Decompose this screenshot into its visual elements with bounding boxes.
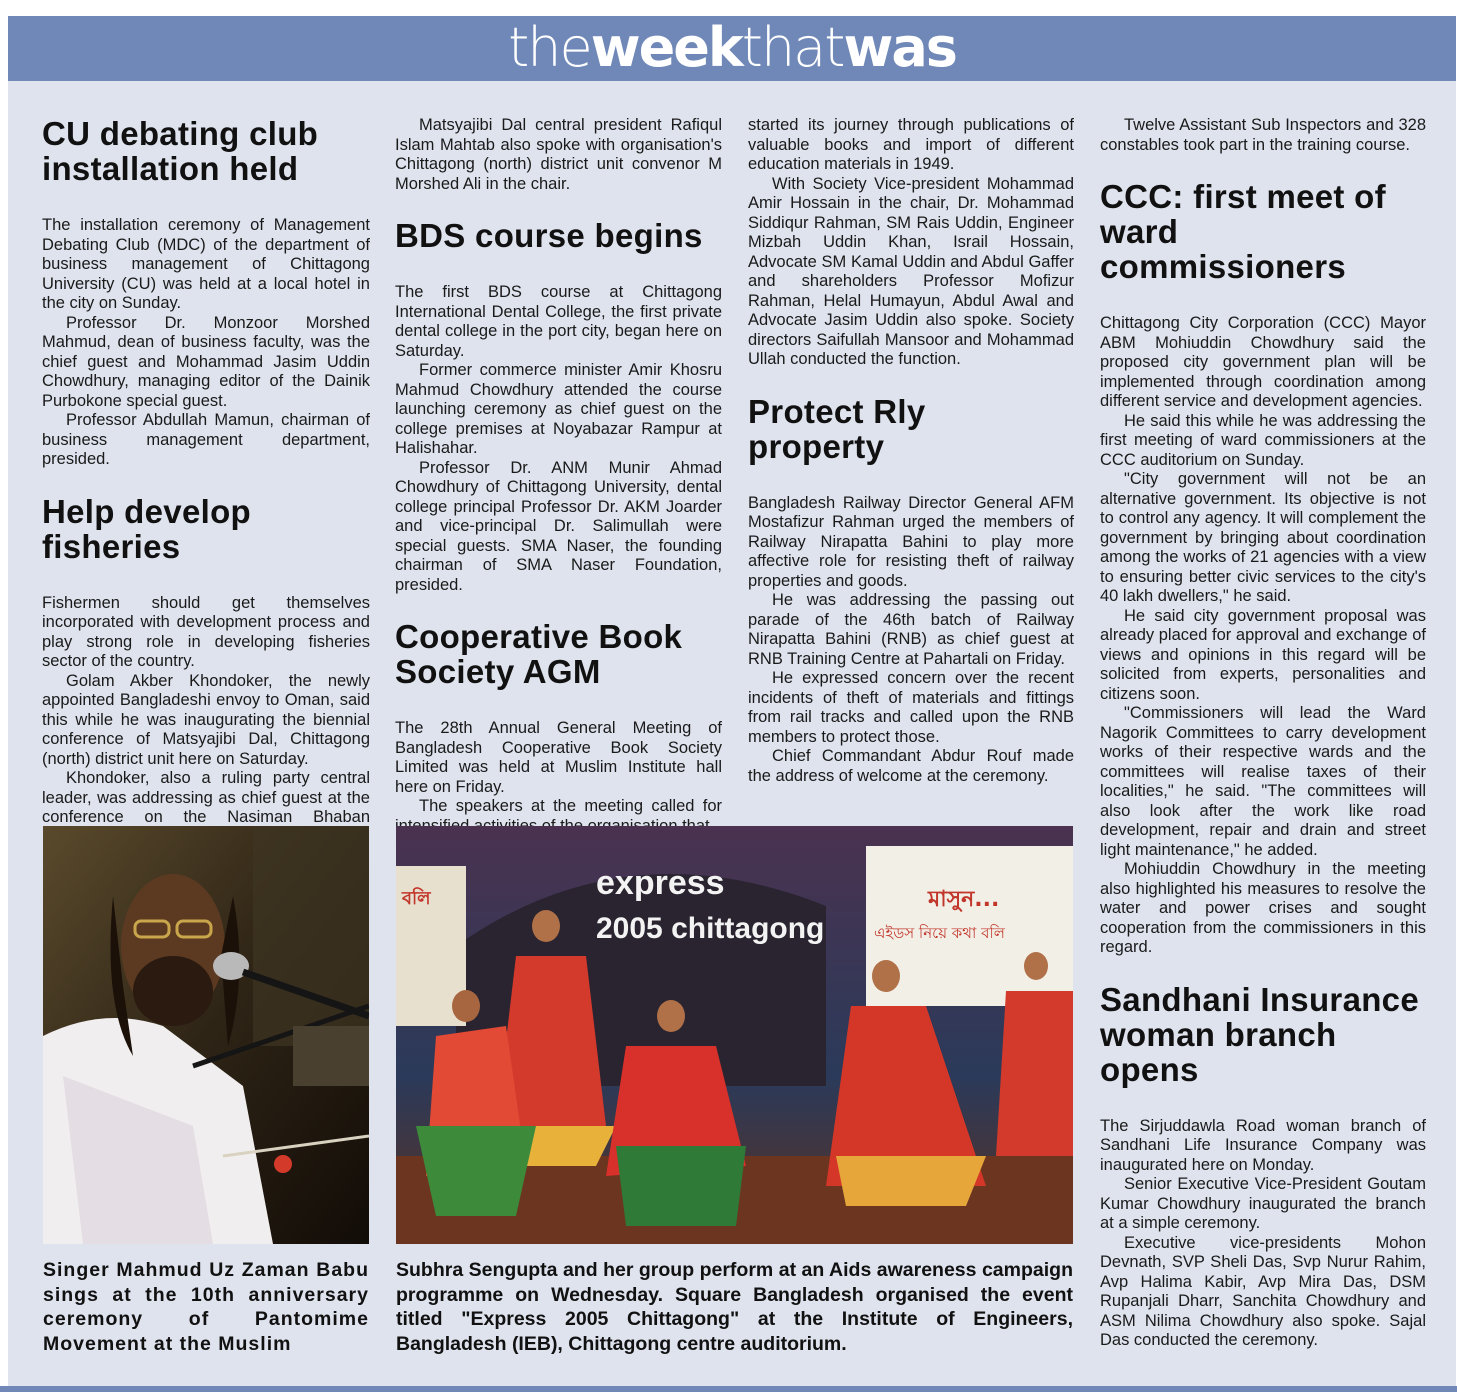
dance-photo-art xyxy=(396,826,1073,1244)
dance-photo xyxy=(396,826,1073,1244)
column-2 xyxy=(395,116,722,860)
story-paragraph: "Commissioners will lead the Ward Nagorik Committees to carry development works of their respective wards and the committees will realise taxes of their localities," he said. "The committees will also look after the work like road development, repair and drain and street light maintenance," he added. xyxy=(1100,704,1426,859)
story-bds xyxy=(395,218,722,595)
column-1 xyxy=(42,116,370,871)
headline-bds: BDS course begins xyxy=(395,217,703,254)
story-paragraph: Executive vice-presidents Mohon Devnath, SVP Sheli Das, Svp Nurur Rahim, Avp Halima Kabir, Avp Mira Das, DSM Rupanjali Dharr, Sanchita Chowdhury and ASM Nilima Chowdhury also spoke. Sajal Das conducted the ceremony. xyxy=(1100,1233,1426,1349)
backdrop-brand-text: express xyxy=(596,864,725,902)
headline-sandhani: Sandhani Insurance woman branch opens xyxy=(1100,980,1419,1088)
story-railway xyxy=(748,394,1074,787)
backdrop-bangla-left: বলি xyxy=(402,888,431,909)
headline-cu-debating: CU debating club installation held xyxy=(42,115,319,187)
story-paragraph: Mohiuddin Chowdhury in the meeting also highlighted his measures to resolve the water and power crises and sought cooperation from the commissioners in this regard. xyxy=(1100,860,1426,956)
story-paragraph: Professor Dr. ANM Munir Ahmad Chowdhury of Chittagong University, dental college principal Professor Dr. AKM Joarder and vice-principal Dr. Salimullah were special guests. SMA Naser, the founding chairman of SMA Naser Foundation, presided. xyxy=(395,458,722,594)
story-paragraph: He was addressing the passing out parade of the 46th batch of Railway Nirapatta Bahini (RNB) as chief guest at RNB Training Centre at Pahartali on Friday. xyxy=(748,591,1074,668)
story-fisheries xyxy=(42,494,370,848)
story-ccc xyxy=(1100,179,1426,958)
singer-photo-art xyxy=(43,826,369,1244)
singer-photo xyxy=(43,826,369,1244)
story-coop xyxy=(395,619,722,836)
headline-railway: Protect Rly property xyxy=(748,392,926,465)
story-paragraph: Chittagong City Corporation (CCC) Mayor ABM Mohiuddin Chowdhury said the proposed city government plan will be implemented through coordination among different service and development agencies. xyxy=(1100,314,1426,410)
headline-fisheries: Help develop fisheries xyxy=(42,492,251,565)
story-paragraph: Golam Akber Khondoker, the newly appointed Bangladeshi envoy to Oman, said this while he was inaugurating the biennial conference of Matsyajibi Dal, Chittagong (north) district unit here on Saturday. xyxy=(42,671,370,768)
story-paragraph: The installation ceremony of Management Debating Club (MDC) of the department of business management of Chittagong University (CU) was held at a local hotel in the city on Sunday. xyxy=(42,216,370,312)
story-paragraph: The Sirjuddawla Road woman branch of Sandhani Life Insurance Company was inaugurated here on Monday. xyxy=(1100,1116,1426,1174)
section-banner xyxy=(8,16,1456,81)
story-paragraph: He said this while he was addressing the first meeting of ward commissioners at the CCC auditorium on Sunday. xyxy=(1100,411,1426,469)
story-paragraph: started its journey through publications of valuable books and import of different education materials in 1949. xyxy=(748,116,1074,173)
story-paragraph: Matsyajibi Dal central president Rafiqul Islam Mahtab also spoke with organisation's Chittagong (north) district unit convenor M Morshed Ali in the chair. xyxy=(395,116,722,193)
story-sandhani xyxy=(1100,982,1426,1351)
banner-word-the: the xyxy=(508,16,591,79)
story-paragraph: Fishermen should get themselves incorporated with development process and play strong role in developing fisheries sector of the country. xyxy=(42,593,370,670)
story-paragraph: He said city government proposal was already placed for approval and exchange of views and opinions in this regard will be solicited from experts, personalities and citizens soon. xyxy=(1100,606,1426,703)
page-bottom-rule xyxy=(0,1386,1457,1392)
story-paragraph: Chief Commandant Abdur Rouf made the address of welcome at the ceremony. xyxy=(748,747,1074,785)
story-paragraph: Senior Executive Vice-President Goutam Kumar Chowdhury inaugurated the branch at a simple ceremony. xyxy=(1100,1175,1426,1232)
backdrop-bangla-right2: এইডস নিয়ে কথা বলি xyxy=(874,924,1005,942)
story-railway-cont xyxy=(1100,116,1426,155)
story-paragraph: Professor Dr. Monzoor Morshed Mahmud, dean of business faculty, was the chief guest and Mohammad Jasim Uddin Chowdhury, managing editor of the Dainik Purbokone special guest. xyxy=(42,313,370,410)
story-cu-debating xyxy=(42,116,370,470)
story-paragraph: The first BDS course at Chittagong International Dental College, the first private dental college in the port city, began here on Saturday. xyxy=(395,283,722,360)
story-paragraph: Khondoker, also a ruling party central leader, was addressing as chief guest at the conference on the Nasiman Bhaban xyxy=(42,769,370,826)
story-paragraph: The 28th Annual General Meeting of Bangladesh Cooperative Book Society Limited was held at Muslim Institute hall here on Friday. xyxy=(395,719,722,796)
story-paragraph: Former commerce minister Amir Khosru Mahmud Chowdhury attended the course launching ceremony as chief guest on the college premises at Noyabazar Rampur at Halishahar. xyxy=(395,361,722,457)
story-paragraph: With Society Vice-president Mohammad Amir Hossain in the chair, Dr. Mohammad Siddiqur Rahman, SM Rais Uddin, Engineer Mizbah Uddin Khan, Israil Hossain, Advocate SM Kamal Uddin and Abdul Gaffer and shareholders Professor Mofizur Rahman, Helal Humayun, Abdul Awal and Advocate Jasim Uddin also spoke. Society directors Saifullah Mansoor and Mohammad Ullah conducted the function. xyxy=(748,174,1074,368)
banner-word-week: week xyxy=(590,16,742,79)
singer-photo-caption: Singer Mahmud Uz Zaman Babu sings at the 10th anniversary ceremony of Pantomime Movement at the Muslim xyxy=(43,1259,369,1355)
dance-photo-caption: Subhra Sengupta and her group perform at an Aids awareness campaign programme on Wednesday. Square Bangladesh organised the event titled "Express 2005 Chittagong" at the Institute of Engineers, Bangladesh (IEB), Chittagong centre auditorium. xyxy=(396,1259,1073,1355)
backdrop-bangla-right1: মাসুন... xyxy=(928,887,1000,912)
banner-word-that: that xyxy=(741,16,844,79)
newspaper-page xyxy=(8,16,1456,1386)
banner-word-was: was xyxy=(843,16,956,79)
headline-coop: Cooperative Book Society AGM xyxy=(395,618,683,690)
headline-ccc: CCC: first meet of ward commissioners xyxy=(1100,178,1386,285)
story-paragraph: Professor Abdullah Mamun, chairman of business management department, presided. xyxy=(42,411,370,468)
story-paragraph: "City government will not be an alternative government. Its objective is not to control any agency. It will complement the government by bringing about coordination among the works of 21 agencies with a view to ensuring better civic services to the city's 40 lakh dwellers," he said. xyxy=(1100,470,1426,605)
column-3 xyxy=(748,116,1074,810)
story-paragraph: Bangladesh Railway Director General AFM Mostafizur Rahman urged the members of Railway Nirapatta Bahini to play more affective role for resisting theft of railway properties and goods. xyxy=(748,493,1074,590)
story-paragraph: Twelve Assistant Sub Inspectors and 328 constables took part in the training course. xyxy=(1100,116,1426,154)
column-4 xyxy=(1100,116,1426,1375)
story-paragraph: The speakers at the meeting called for xyxy=(419,797,722,815)
backdrop-subtitle-text: 2005 chittagong xyxy=(596,912,825,945)
story-fisheries-cont xyxy=(395,116,722,194)
banner-masthead xyxy=(508,18,956,78)
story-paragraph: He expressed concern over the recent incidents of theft of materials and fittings from rail tracks and called upon the RNB members to protect those. xyxy=(748,669,1074,746)
story-coop-cont xyxy=(748,116,1074,370)
